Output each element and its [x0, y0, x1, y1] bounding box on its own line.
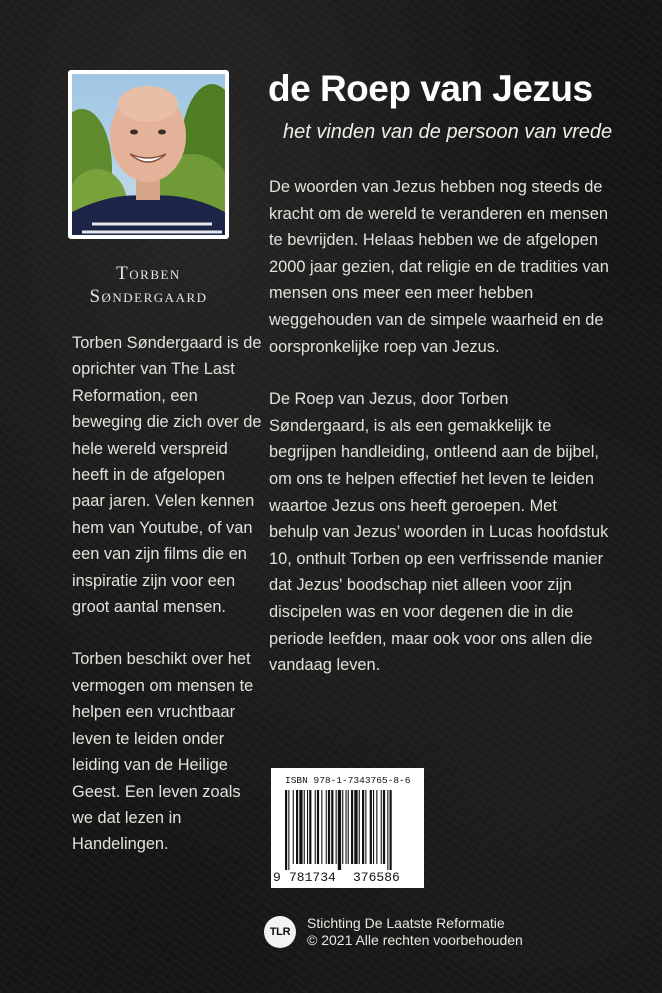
book-description: [269, 174, 609, 705]
isbn-label: ISBN 978-1-7343765-8-6: [285, 775, 411, 786]
author-first-name: Torben: [116, 263, 181, 284]
description-paragraph: De Roep van Jezus, door Torben Søndergaard, is als een gemakkelijk te begrijpen handleiding, ontleend aan de bijbel, om ons te helpen effectief het leven te leiden waartoe Jezus ons heeft geroepen. Met behulp van Jezus’ woorden in Lucas hoofdstuk 10, onthult Torben op een verfrissende manier dat Jezus' boodschap niet alleen voor zijn discipelen was en voor degenen die in die periode leefden, maar ook voor ons allen die vandaag leven.: [269, 390, 609, 675]
author-bio: [72, 330, 262, 884]
barcode-digits-right: 376586: [353, 870, 400, 885]
book-title: de Roep van Jezus: [268, 68, 593, 109]
publisher-logo-icon: TLR: [264, 916, 296, 948]
author-photo: [68, 70, 229, 239]
author-bio-paragraph: Torben Søndergaard is de oprichter van The Last Reformation, een beweging die zich over de hele wereld verspreid heeft in de afgelopen paar jaren. Velen kennen hem van Youtube, of van een van zijn films die en inspiratie zijn voor een groot aantal mensen.: [72, 334, 262, 617]
author-last-name: Søndergaard: [89, 286, 208, 307]
author-name: [68, 262, 229, 308]
author-bio-paragraph: Torben beschikt over het vermogen om mensen te helpen een vruchtbaar leven te leiden onder leiding van de Heilige Geest. Een leven zoals we dat lezen in Handelingen.: [72, 650, 254, 854]
description-paragraph: De woorden van Jezus hebben nog steeds de kracht om de wereld te veranderen en mensen te bevrijden. Helaas hebben we de afgelopen 2000 jaar gezien, dat religie en de tradities van mensen ons meer een meer hebben weggehouden van de simpele waarheid en de oorspronkelijke roep van Jezus.: [269, 178, 609, 356]
publisher-block: [264, 915, 523, 949]
isbn-barcode: [271, 768, 424, 888]
book-subtitle: het vinden van de persoon van vrede: [283, 121, 613, 143]
author-portrait-illustration: [72, 74, 225, 235]
copyright-notice: © 2021 Alle rechten voorbehouden: [307, 932, 523, 948]
publisher-name: Stichting De Laatste Reformatie: [307, 915, 505, 931]
barcode-digits-left: 781734: [289, 870, 336, 885]
barcode-digit-first: 9: [273, 870, 281, 885]
barcode-bars: [285, 790, 392, 870]
